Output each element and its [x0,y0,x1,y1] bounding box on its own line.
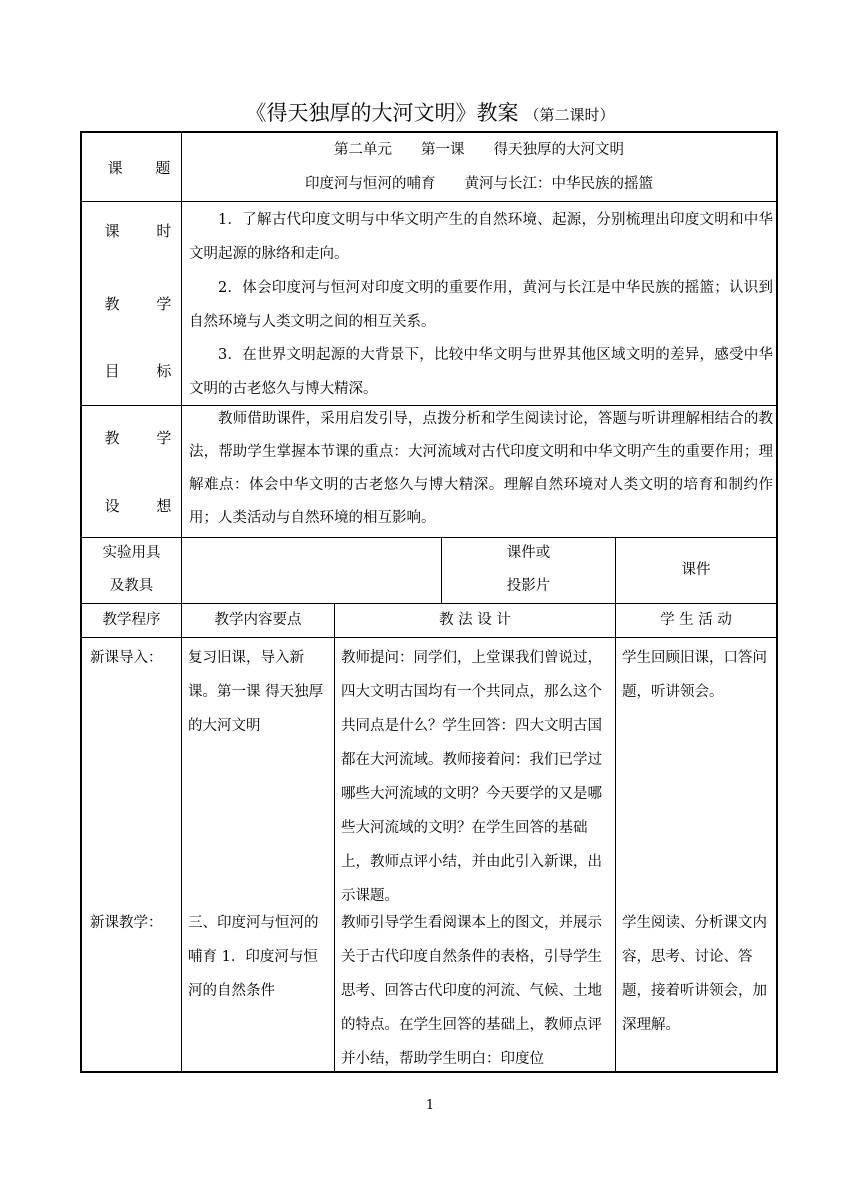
media-label-1: 课件或 [506,545,551,561]
header-stage: 教学程序 [102,612,161,628]
topic-line-2: 印度河与恒河的哺育 黄河与长江：中华民族的摇篮 [305,176,653,192]
row-divider [82,537,776,538]
lesson-plan-table [80,131,778,1073]
goal-label-3: 目 标 [104,362,188,380]
row2-activity: 学生阅读、分析课文内容，思考、讨论、答题，接着听讲领会，加深理解。 [622,915,767,1033]
goal-item-2: 2．体会印度河与恒河对印度文明的重要作用，黄河与长江是中华民族的摇篮；认识到自然环境与人类文明之间的相互关系。 [189,280,773,330]
row1-stage: 新课导入： [90,650,163,666]
goal-item-3: 3．在世界文明起源的大背景下，比较中华文明与世界其他区域文明的差异，感受中华文明的古老悠久与博大精深。 [189,347,773,397]
col-divider [181,133,182,1071]
row2-stage: 新课教学： [90,915,163,931]
title-subtitle: （第二课时） [524,106,615,124]
row2-method: 教师引导学生看阅课本上的图文，并展示关于古代印度自然条件的表格，引导学生思考、回答古代印度的河流、气候、土地的特点。在学生回答的基础上，教师点评并小结，帮助学生明白：印度位 [341,915,602,1067]
topic-line-1: 第二单元 第一课 得天独厚的大河文明 [334,142,624,158]
equip-label-1: 实验用具 [102,545,161,561]
row1-method: 教师提问：同学们，上堂课我们曾说过，四大文明古国均有一个共同点，那么这个共同点是什么？学生回答：四大文明古国都在大河流域。教师接着问：我们已学过哪些大河流域的文明？今天要学的又是哪些大河流域的文明？在学生回答的基础上，教师点评小结，并由此引入新课，出示课题。 [341,650,602,904]
row1-content: 复习旧课，导入新课。第一课 得天独厚的大河文明 [188,650,324,734]
page-title [0,98,860,130]
row-divider [82,637,776,638]
design-label-2: 设 想 [104,497,188,515]
design-label-1: 教 学 [104,429,188,447]
goal-label-1: 课 时 [104,222,188,240]
equip-label-2: 及教具 [109,578,154,594]
goal-label-2: 教 学 [104,295,188,313]
header-content: 教学内容要点 [214,612,302,628]
media-label-2: 投影片 [506,578,551,594]
design-text: 教师借助课件，采用启发引导，点拨分析和学生阅读讨论，答题与听讲理解相结合的教法，帮助学生掌握本节课的重点：大河流域对古代印度文明和中华文明产生的重要作用；理解难点：体会中华文明的古老悠久与博大精深。理解自然环境对人类文明的培育和制约作用；人类活动与自然环境的相互影响。 [189,411,773,526]
col-divider [334,603,335,1071]
page-number: 1 [425,1098,435,1113]
row1-activity: 学生回顾旧课，口答问题，听讲领会。 [622,650,767,700]
media-value: 课件 [681,562,711,578]
header-activity: 学 生 活 动 [660,612,732,628]
header-method: 教 法 设 计 [439,612,511,628]
row2-content: 三、印度河与恒河的哺育 1．印度河与恒河的自然条件 [188,915,319,999]
goal-item-1: 1．了解古代印度文明与中华文明产生的自然环境、起源，分别梳理出印度文明和中华文明起源的脉络和走向。 [189,212,773,262]
topic-label: 课 题 [107,159,185,177]
row-divider [82,201,776,202]
title-main: 《得天独厚的大河文明》教案 [245,101,519,125]
